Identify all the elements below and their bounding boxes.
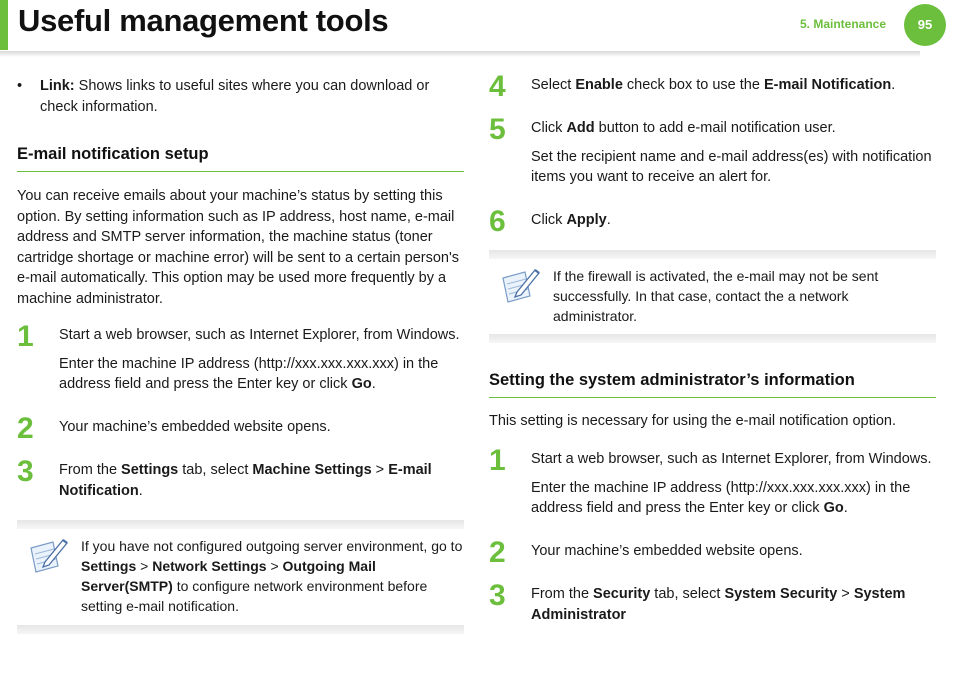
header-accent-bar — [0, 0, 8, 50]
admin-step-1 — [489, 444, 936, 519]
step-detail: Set the recipient name and e-mail address(es) with notification items you want to receive an alert for. — [531, 148, 932, 185]
step-text: From the Settings tab, select Machine Settings > E-mail Notification. — [59, 462, 432, 499]
step-6 — [489, 205, 936, 238]
note-pencil-icon — [27, 536, 69, 576]
email-section-heading: E-mail notification setup — [17, 144, 464, 172]
admin-section-heading: Setting the system administrator’s information — [489, 370, 936, 398]
step-text: Select Enable check box to use the E-mail Notification. — [531, 77, 896, 93]
link-bullet — [17, 76, 464, 117]
email-section-intro: You can receive emails about your machine’s status by setting this option. By setting information such as IP address, host name, e-mail address and SMTP server information, the machine status (toner cartridge shortage or machine error) will be sent to a certain person's e-mail automatically. This option may be used more frequently by a machine administrator. — [17, 188, 460, 307]
step-detail: Enter the machine IP address (http://xxx.xxx.xxx.xxx) in the address field and press the Enter key or click Go. — [59, 355, 439, 392]
chapter-label: 5. Maintenance — [800, 17, 887, 31]
step-text: Start a web browser, such as Internet Explorer, from Windows. — [531, 451, 932, 467]
admin-step-3 — [489, 579, 936, 625]
bullet-dot: • — [17, 78, 23, 94]
admin-step-2 — [489, 536, 936, 569]
step-number: 1 — [489, 444, 506, 477]
step-text: From the Security tab, select System Security > System Administrator — [531, 586, 906, 623]
step-5 — [489, 113, 936, 188]
bullet-term: Link: — [40, 78, 75, 94]
firewall-note-box — [489, 250, 936, 343]
admin-section-intro: This setting is necessary for using the e-mail notification option. — [489, 413, 897, 429]
step-4 — [489, 70, 936, 103]
step-number: 2 — [17, 412, 34, 445]
step-number: 1 — [17, 320, 34, 353]
header-divider — [0, 51, 920, 57]
step-text: Your machine’s embedded website opens. — [59, 419, 331, 435]
step-number: 3 — [17, 455, 34, 488]
step-text: Your machine’s embedded website opens. — [531, 543, 803, 559]
note-text: If the firewall is activated, the e-mail may not be sent successfully. In that case, contact the a network administrator. — [553, 268, 879, 324]
page-title: Useful management tools — [18, 3, 389, 38]
note-pencil-icon — [499, 266, 541, 306]
step-1 — [17, 320, 464, 395]
step-2 — [17, 412, 464, 445]
note-box — [17, 520, 464, 634]
page-number-badge: 95 — [904, 4, 946, 46]
step-number: 2 — [489, 536, 506, 569]
note-text: If you have not configured outgoing server environment, go to Settings > Network Settings > Outgoing Mail Server(SMTP) to configure network environment before setting e-mail notification. — [81, 538, 463, 614]
step-number: 3 — [489, 579, 506, 612]
step-text: Start a web browser, such as Internet Explorer, from Windows. — [59, 327, 460, 343]
bullet-text: Shows links to useful sites where you can download or check information. — [40, 78, 430, 115]
step-number: 5 — [489, 113, 506, 146]
step-text: Click Add button to add e-mail notification user. — [531, 120, 836, 136]
step-number: 6 — [489, 205, 506, 238]
step-3 — [17, 455, 464, 501]
step-detail: Enter the machine IP address (http://xxx.xxx.xxx.xxx) in the address field and press the Enter key or click Go. — [531, 479, 911, 516]
step-text: Click Apply. — [531, 212, 611, 228]
step-number: 4 — [489, 70, 506, 103]
